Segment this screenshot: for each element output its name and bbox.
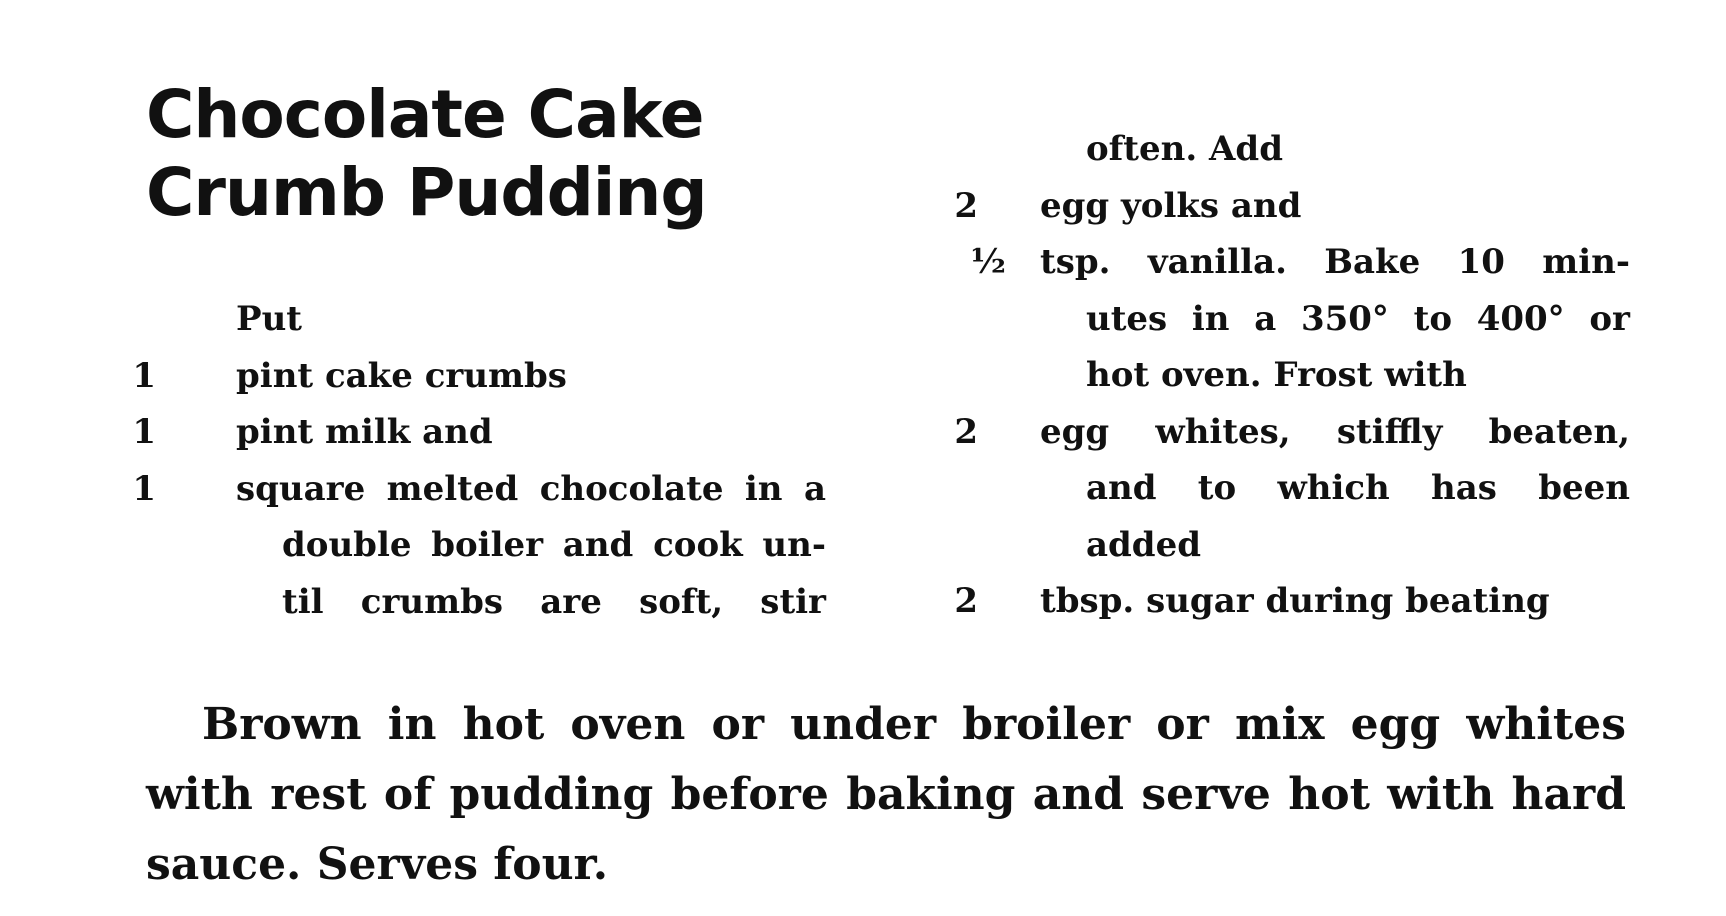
ingredient-line — [146, 574, 826, 631]
ingredient-word: been — [1538, 468, 1630, 508]
ingredient-text — [1040, 234, 1630, 291]
ingredient-word: and — [562, 525, 634, 565]
ingredient-line — [950, 121, 1638, 178]
ingredient-word: stiffly — [1336, 411, 1443, 452]
ingredient-word: vanilla. — [1147, 242, 1287, 282]
ingredient-text — [1086, 291, 1630, 348]
ingredient-quantity: ½ — [970, 242, 1006, 282]
ingredient-quantity: 2 — [954, 185, 978, 226]
ingredient-line — [950, 291, 1638, 348]
ingredient-word: and — [1086, 468, 1157, 508]
ingredient-text: Put — [236, 299, 302, 339]
ingredient-line — [146, 291, 826, 348]
ingredient-text — [1040, 404, 1630, 461]
ingredient-word: to — [1197, 468, 1237, 508]
ingredient-word: un- — [762, 525, 826, 565]
ingredient-word: utes — [1086, 298, 1168, 339]
ingredient-line — [146, 517, 826, 574]
ingredient-word: crumbs — [360, 581, 504, 622]
ingredient-line — [950, 573, 1638, 630]
ingredient-word: 10 — [1457, 242, 1505, 282]
ingredient-word: 350° — [1300, 298, 1389, 339]
instructions-paragraph: Brown in hot oven or under broiler or mix egg whites with rest of pudding before baking and serve hot with hard sauce. Serves four. — [146, 699, 1626, 890]
ingredient-word: 400° — [1476, 298, 1565, 339]
ingredient-quantity: 1 — [132, 412, 156, 452]
ingredient-quantity: 1 — [132, 468, 156, 509]
ingredient-word: min- — [1542, 242, 1630, 282]
ingredient-word: a — [1254, 298, 1277, 339]
recipe-title — [146, 76, 707, 232]
ingredient-text: pint milk and — [236, 412, 493, 452]
ingredient-text: pint cake crumbs — [236, 355, 567, 396]
ingredient-text: tbsp. sugar during beating — [1040, 581, 1550, 621]
ingredient-word: a — [803, 468, 826, 509]
ingredient-line — [950, 404, 1638, 461]
ingredient-line — [950, 178, 1638, 235]
ingredient-line — [950, 347, 1638, 404]
ingredient-word: has — [1431, 468, 1497, 508]
ingredient-text: hot oven. Frost with — [1086, 355, 1467, 395]
recipe-title-line-2: Crumb Pudding — [146, 154, 707, 231]
ingredient-line — [950, 460, 1638, 517]
ingredient-text: added — [1086, 524, 1201, 565]
ingredient-line — [950, 234, 1638, 291]
ingredient-word: which — [1277, 468, 1390, 508]
ingredient-text — [236, 461, 826, 518]
ingredient-line — [132, 461, 826, 518]
ingredient-word: chocolate — [539, 468, 724, 509]
ingredient-word: Bake — [1324, 242, 1421, 282]
ingredient-word: are — [540, 581, 602, 622]
ingredient-word: or — [1589, 298, 1630, 339]
ingredient-word: stir — [760, 581, 826, 622]
ingredient-text — [1086, 460, 1630, 517]
ingredient-word: double — [282, 525, 412, 565]
ingredient-word: egg — [1040, 411, 1110, 452]
ingredient-word: boiler — [431, 525, 544, 565]
ingredient-word: square — [236, 468, 366, 509]
ingredients-column-right — [950, 121, 1638, 630]
ingredient-line — [132, 348, 826, 405]
ingredient-word: in — [1191, 298, 1230, 339]
ingredient-word: melted — [386, 468, 519, 509]
ingredient-text: egg yolks and — [1040, 185, 1302, 226]
ingredient-word: tsp. — [1040, 242, 1111, 282]
recipe-title-line-1: Chocolate Cake — [146, 76, 704, 153]
ingredient-word: to — [1413, 298, 1452, 339]
ingredient-word: in — [744, 468, 783, 509]
ingredient-text: often. Add — [1086, 129, 1283, 169]
ingredient-quantity: 1 — [132, 355, 156, 396]
ingredients-column-left — [132, 291, 826, 630]
ingredient-word: beaten, — [1488, 411, 1630, 452]
ingredient-quantity: 2 — [954, 411, 978, 452]
ingredient-word: til — [282, 581, 324, 622]
ingredient-line — [950, 517, 1638, 574]
ingredient-word: soft, — [639, 581, 724, 622]
ingredient-word: whites, — [1155, 411, 1291, 452]
ingredient-text — [282, 574, 826, 631]
ingredient-word: cook — [653, 525, 743, 565]
ingredient-line — [132, 404, 826, 461]
ingredient-quantity: 2 — [954, 581, 978, 621]
ingredient-text — [282, 517, 826, 574]
